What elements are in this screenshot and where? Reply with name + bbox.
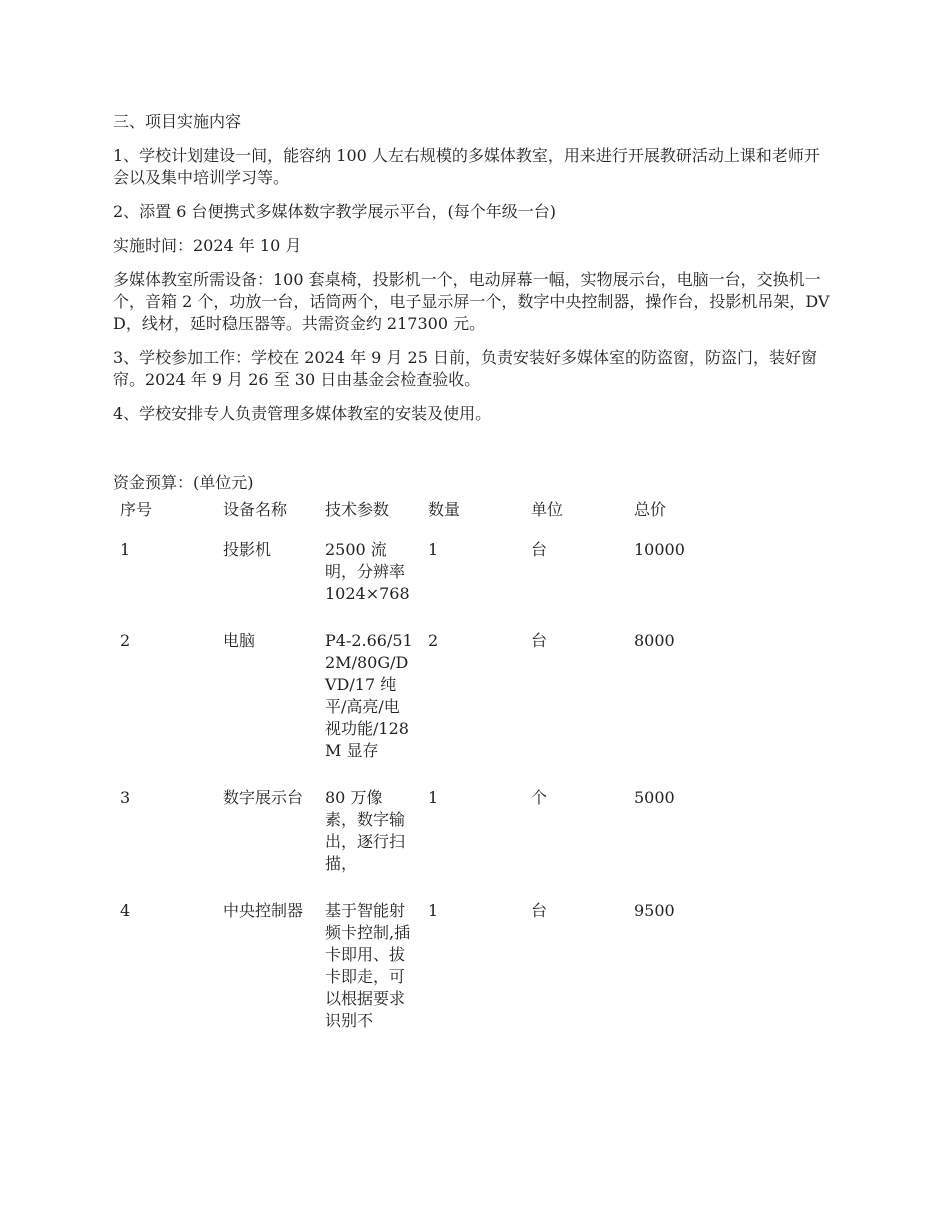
- cell-index: 3: [120, 788, 131, 807]
- cell-index: 2: [120, 631, 131, 650]
- cell-total: 10000: [634, 540, 685, 559]
- cell-qty: 2: [428, 631, 439, 650]
- cell-index: 4: [120, 901, 131, 920]
- cell-unit: 台: [531, 631, 548, 650]
- budget-title: 资金预算：(单位元): [113, 473, 254, 492]
- header-cell-index: 序号: [120, 500, 153, 519]
- cell-name: 数字展示台: [223, 788, 304, 807]
- cell-name: 电脑: [223, 631, 256, 650]
- header-cell-name: 设备名称: [223, 500, 288, 519]
- table-row: [113, 627, 730, 784]
- paragraph-4: 4、学校安排专人负责管理多媒体教室的安装及使用。: [113, 404, 492, 423]
- paragraph-equipment: 多媒体教室所需设备：100 套桌椅，投影机一个，电动屏幕一幅，实物展示台，电脑一台，交换机一个，音箱 2 个，功放一台，话筒两个，电子显示屏一个，数字中央控制器，操作台，投影机吊架，DVD，线材，延时稳压器等。共需资金约 217300 元。: [113, 270, 830, 333]
- cell-total: 5000: [634, 788, 675, 807]
- cell-name: 投影机: [223, 540, 272, 559]
- cell-spec: 2500 流明，分辨率 1024×768: [325, 540, 410, 603]
- budget-table: [113, 496, 730, 1054]
- cell-qty: 1: [428, 901, 439, 920]
- cell-spec: 基于智能射频卡控制,插卡即用、拔卡即走，可以根据要求识别不: [325, 901, 411, 1030]
- header-cell-total: 总价: [634, 500, 667, 519]
- cell-unit: 台: [531, 540, 548, 559]
- paragraph-1: 1、学校计划建设一间，能容纳 100 人左右规模的多媒体教室，用来进行开展教研活动上课和老师开会以及集中培训学习等。: [113, 146, 820, 187]
- paragraph-3: 3、学校参加工作：学校在 2024 年 9 月 25 日前，负责安装好多媒体室的防盗窗，防盗门，装好窗帘。2024 年 9 月 26 至 30 日由基金会检查验收。: [113, 348, 817, 389]
- cell-unit: 台: [531, 901, 548, 920]
- table-row: [113, 536, 730, 627]
- header-cell-unit: 单位: [531, 500, 564, 519]
- document-page: [113, 111, 833, 1054]
- cell-total: 8000: [634, 631, 675, 650]
- cell-total: 9500: [634, 901, 675, 920]
- cell-qty: 1: [428, 788, 439, 807]
- table-row: [113, 784, 730, 897]
- cell-qty: 1: [428, 540, 439, 559]
- paragraph-2: 2、添置 6 台便携式多媒体数字教学展示平台，(每个年级一台): [113, 202, 557, 221]
- cell-unit: 个: [531, 788, 548, 807]
- paragraph-implementation-time: 实施时间：2024 年 10 月: [113, 236, 302, 255]
- table-row: [113, 897, 730, 1054]
- cell-spec: P4-2.66/512M/80G/DVD/17 纯平/高亮/电视功能/128M 显存: [325, 631, 413, 760]
- table-header-row: [113, 496, 730, 536]
- header-cell-qty: 数量: [428, 500, 461, 519]
- header-cell-spec: 技术参数: [325, 500, 390, 519]
- section-heading: 三、项目实施内容: [113, 112, 242, 131]
- cell-spec: 80 万像素，数字输出，逐行扫描，: [325, 788, 406, 873]
- cell-index: 1: [120, 540, 131, 559]
- cell-name: 中央控制器: [223, 901, 304, 920]
